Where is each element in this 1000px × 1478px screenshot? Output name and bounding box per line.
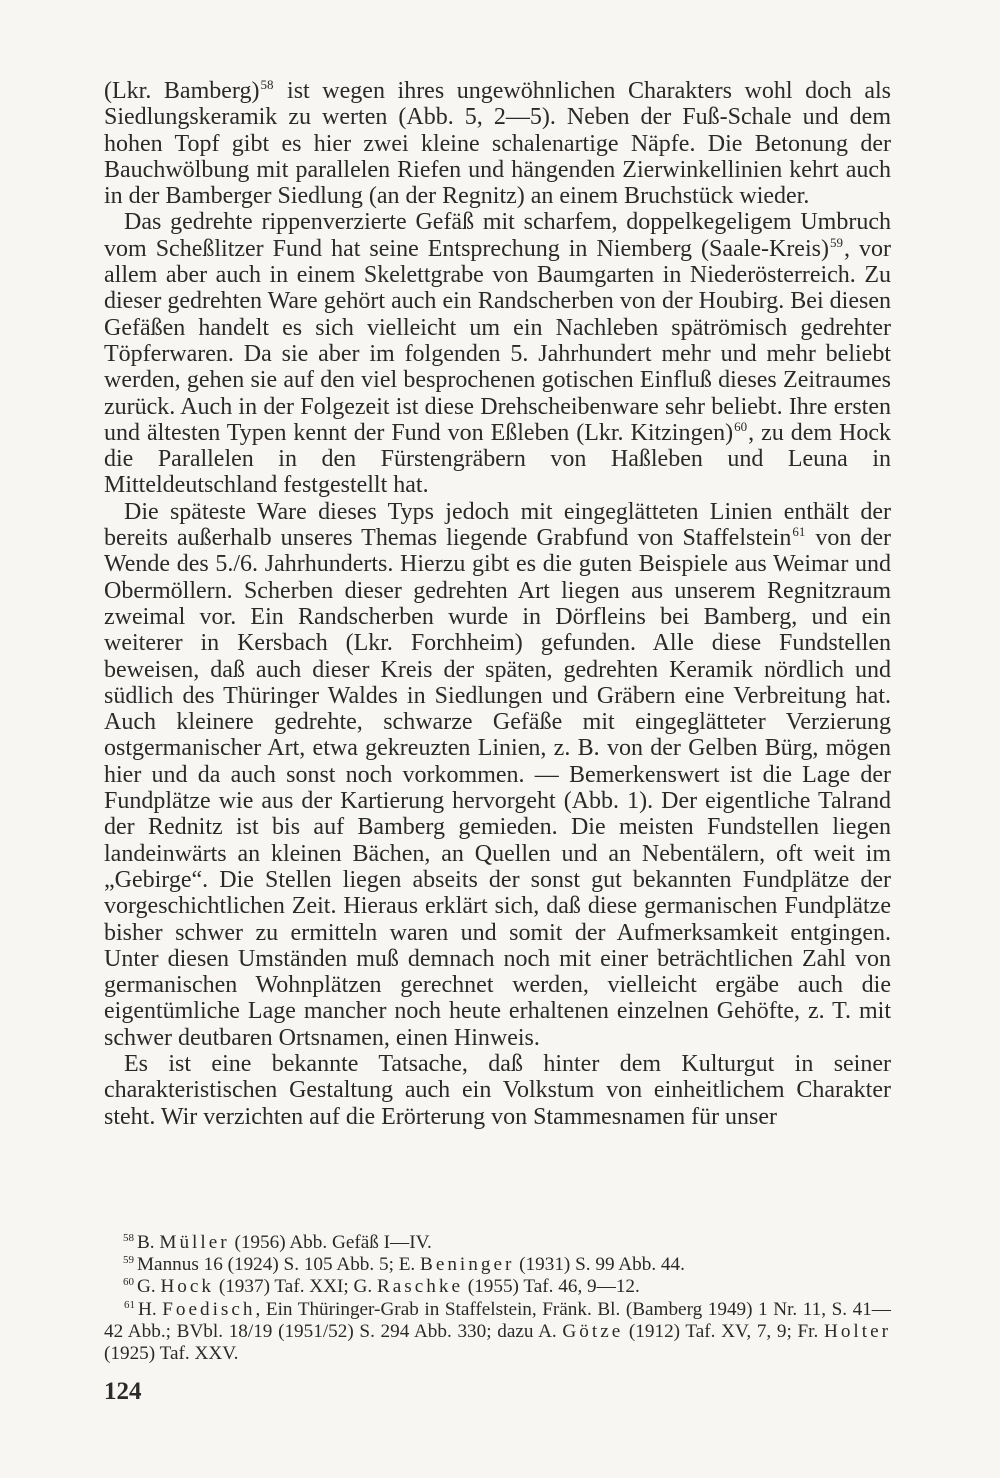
author-name: Holter [823, 1320, 892, 1342]
footnote [104, 1276, 891, 1298]
page-number: 124 [104, 1378, 142, 1405]
footnote-text: Mannus 16 (1924) S. 105 Abb. 5; E. [137, 1254, 421, 1276]
footnote-reference: 58 [260, 77, 274, 92]
footnote-text: (1925) Taf. XXV. [104, 1343, 239, 1365]
paragraph-text: Es ist eine bekannte Tatsache, daß hinter dem Kulturgut in seiner charakteristischen Gestaltung auch ein Volkstum von einheitlichem Charakter steht. Wir verzichten auf die Erörterung von Stammesnamen für unser [104, 1050, 891, 1130]
footnote-text: , Ein Thüringer-Grab in Staffelstein, Fränk. Bl. (Bamberg 1949) 1 Nr. 11, S. 41—42 Abb.; BVbl. 18/19 (1951/52) S. 294 Abb. 330; dazu A. [104, 1298, 891, 1342]
footnote-number: 59 [123, 1254, 134, 1267]
author-name: Raschke [376, 1276, 463, 1298]
paragraph [104, 1051, 891, 1130]
paragraph-text: Das gedrehte rippenverzierte Gefäß mit scharfem, doppelkegeligem Umbruch vom Scheßlitzer Fund hat seine Entsprechung in Niemberg (Saale-Kreis) [104, 209, 891, 262]
paragraph-text: , zu dem Hock die Parallelen in den Fürstengräbern von Haßleben und Leuna in Mitteldeutschland festgestellt hat. [104, 419, 891, 499]
footnotes [104, 1232, 891, 1365]
footnote-reference: 61 [792, 524, 806, 540]
footnote-text: (1956) Abb. Gefäß I—IV. [229, 1232, 432, 1253]
footnote-text: G. [137, 1276, 161, 1298]
body-text [104, 78, 891, 1130]
footnote [104, 1254, 891, 1276]
author-name: Götze [562, 1320, 624, 1342]
paragraph-text: von der Wende des 5./6. Jahrhunderts. Hierzu gibt es die guten Beispiele aus Weimar und Obermöllern. Scherben dieser gedrehten Art liegen aus unserem Regnitzraum zweimal vor. Ein Randscherben wurde in Dörfleins bei Bamberg, und ein weiterer in Kersbach (Lkr. Forchheim) gefunden. Alle diese Fundstellen beweisen, daß auch dieser Kreis der späten, gedrehten Keramik nördlich und südlich des Thüringer Waldes in Siedlungen und Gräbern eine Verbreitung hat. Auch kleinere gedrehte, schwarze Gefäße mit eingeglätteter Verzierung ostgermanischer Art, etwa gekreuzten Linien, z. B. von der Gelben Bürg, mögen hier und da auch sonst noch vorkommen. — Bemerkenswert ist die Lage der Fundplätze wie aus der Kartierung hervorgeht (Abb. 1). Der eigentliche Talrand der Rednitz ist bis auf Bamberg gemieden. Die meisten Fundstellen liegen landeinwärts an kleinen Bächen, an Quellen und an Nebentälern, oft weit im „Gebirge“. Die Stellen liegen abseits der sonst gut bekannten Fundplätze der vorgeschichtlichen Zeit. Hieraus erklärt sich, daß diese germanischen Fundplätze bisher schwer zu ermitteln waren und somit der Aufmerksamkeit entgingen. Unter diesen Umständen muß demnach noch mit einer beträchtlichen Zahl von germanischen Wohnplätzen gerechnet werden, vielleicht ergäbe auch die eigentümliche Lage mancher noch heute erhaltenen einzelnen Gehöfte, z. T. mit schwer deutbaren Ortsnamen, einen Hinweis. [104, 525, 891, 1051]
author-name: Beninger [420, 1254, 515, 1276]
paragraph-text: (Lkr. Bamberg) [104, 78, 260, 104]
paragraph [104, 209, 891, 498]
footnote-text: (1931) S. 99 Abb. 44. [514, 1254, 685, 1276]
footnote [104, 1232, 891, 1254]
footnote-text: (1912) Taf. XV, 7, 9; Fr. [623, 1320, 824, 1342]
footnote [104, 1299, 891, 1366]
paragraph-text: ist wegen ihres ungewöhnlichen Charakters wohl doch als Siedlungskeramik zu werten (Abb. 5, 2—5). Neben der Fuß-Schale und dem hohen Topf gibt es hier zwei kleine schalenartige Näpfe. Die Betonung der Bauchwölbung mit parallelen Riefen und hängenden Zierwinkellinien kehrt auch in der Bamberger Siedlung (an der Regnitz) an einem Bruchstück wieder. [104, 78, 892, 210]
footnote-text: H. [138, 1298, 163, 1320]
paragraph [104, 78, 891, 209]
author-name: Müller [159, 1232, 230, 1253]
footnote-reference: 59 [829, 234, 843, 250]
footnote-text: B. [137, 1232, 160, 1253]
footnote-reference: 60 [734, 418, 748, 434]
footnote-number: 61 [124, 1298, 135, 1311]
paragraph [104, 499, 891, 1051]
author-name: Hock [160, 1276, 215, 1298]
footnote-number: 58 [123, 1232, 134, 1244]
paragraph-text: , vor allem aber auch in einem Skelettgrabe von Baumgarten in Niederösterreich. Zu dieser gedrehten Ware gehört auch ein Randscherben von der Houbirg. Bei diesen Gefäßen handelt es sich vielleicht um ein Nachleben spätrömisch gedrehter Töpferwaren. Da sie aber im folgenden 5. Jahrhundert mehr und mehr beliebt werden, gehen sie auf den viel besprochenen gotischen Einfluß dieses Zeitraumes zurück. Auch in der Folgezeit ist diese Drehscheibenware sehr beliebt. Ihre ersten und ältesten Typen kennt der Fund von Eßleben (Lkr. Kitzingen) [104, 235, 891, 446]
footnote-number: 60 [123, 1276, 134, 1289]
author-name: Foedisch [162, 1298, 256, 1320]
footnote-text: (1937) Taf. XXI; G. [214, 1276, 377, 1298]
footnote-text: (1955) Taf. 46, 9—12. [463, 1276, 640, 1298]
paragraph-text: Die späteste Ware dieses Typs jedoch mit eingeglätteten Linien enthält der bereits außerhalb unseres Themas liegende Grabfund von Staffelstein [104, 498, 891, 552]
